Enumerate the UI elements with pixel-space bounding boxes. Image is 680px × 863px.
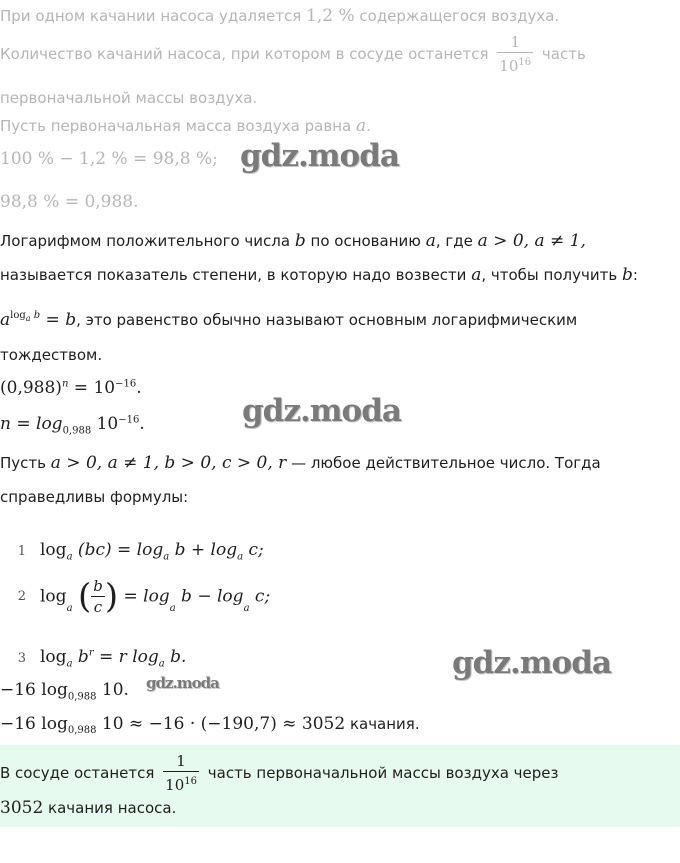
calc-text: качания. bbox=[349, 715, 420, 733]
solution-let bbox=[0, 116, 371, 136]
percent-calc-text: 100 % − 1,2 % = 98,8 %; bbox=[0, 149, 218, 169]
eq1-lhs: (0,988) bbox=[0, 378, 62, 398]
calc-part: 10. bbox=[96, 680, 129, 700]
formula-part: b + log bbox=[169, 540, 238, 560]
identity-text: тождеством. bbox=[0, 346, 103, 364]
def-text: называется показатель степени, в которую надо возвести bbox=[0, 266, 467, 284]
answer-box bbox=[0, 745, 680, 827]
answer-line-2 bbox=[0, 798, 176, 818]
decimal-calc bbox=[0, 192, 139, 212]
eq2-rhs: 10 bbox=[91, 414, 119, 434]
identity-text: , это равенство обычно называют основным логарифмическим bbox=[76, 311, 578, 329]
fraction-denominator bbox=[497, 53, 533, 76]
eq2-end: . bbox=[139, 414, 145, 434]
formula-sub: a bbox=[66, 658, 73, 670]
def-text: Логарифмом положительного числа bbox=[0, 232, 291, 250]
formula-part: log bbox=[40, 540, 67, 560]
calc-line-2 bbox=[0, 714, 420, 736]
formula-item bbox=[0, 576, 270, 617]
formula-part: (bc) = log bbox=[72, 540, 164, 560]
props-text: — любое действительное число. Тогда bbox=[291, 454, 601, 472]
calc-part: −16 log bbox=[0, 680, 68, 700]
calc-line-1 bbox=[0, 680, 129, 702]
identity-exp-sub: a bbox=[25, 314, 31, 324]
eq2-sub: 0,988 bbox=[62, 425, 92, 437]
fraction-numerator: 1 bbox=[497, 32, 533, 53]
eq1-rhs-exp: −16 bbox=[115, 378, 137, 390]
watermark-logo: gdz.moda bbox=[240, 138, 399, 174]
equation-1 bbox=[0, 378, 142, 398]
calc-part: −16 log bbox=[0, 714, 68, 734]
formula-part: log bbox=[40, 586, 67, 607]
properties-line-1 bbox=[0, 453, 601, 473]
condition-text: При одном качании насоса удаляется bbox=[0, 7, 302, 25]
condition-line-1 bbox=[0, 6, 559, 26]
fraction-denominator: c bbox=[93, 598, 103, 616]
calc-sub: 0,988 bbox=[67, 725, 97, 736]
condition-text: Количество качаний насоса, при котором в сосуде останется bbox=[0, 45, 489, 63]
eq2-exp: −16 bbox=[118, 414, 140, 426]
let-text: Пусть первоначальная масса воздуха равна bbox=[0, 117, 352, 135]
def-var: b bbox=[294, 231, 306, 251]
den-exp: 16 bbox=[184, 776, 197, 787]
fraction-numerator: 1 bbox=[163, 751, 199, 772]
percent-calc bbox=[0, 149, 218, 169]
formula-part: c; bbox=[249, 586, 271, 607]
equation-2 bbox=[0, 414, 145, 436]
eq1-rhs: = 10 bbox=[68, 378, 116, 398]
let-var: a bbox=[355, 116, 367, 136]
eq1-end: . bbox=[136, 378, 142, 398]
definition-line-1 bbox=[0, 231, 586, 251]
open-paren: ( bbox=[77, 576, 92, 617]
watermark-logo: gdz.moda bbox=[452, 645, 611, 681]
condition-text: содержащегося воздуха. bbox=[359, 7, 560, 25]
watermark-logo: gdz.moda bbox=[242, 393, 401, 429]
def-condition: a > 0, a ≠ 1, bbox=[477, 231, 586, 251]
formula-sub: a bbox=[163, 551, 170, 563]
answer-text: часть первоначальной массы воздуха через bbox=[207, 764, 559, 782]
props-text: Пусть bbox=[0, 454, 46, 472]
watermark-logo: gdz.moda bbox=[146, 674, 219, 692]
den-exp: 16 bbox=[518, 57, 532, 68]
props-condition: a > 0, a ≠ 1, b > 0, c > 0, r bbox=[50, 453, 287, 473]
formula-sub: a bbox=[158, 658, 165, 670]
def-text: по основанию bbox=[310, 232, 421, 250]
answer-value: 3052 bbox=[0, 798, 44, 818]
def-var: a bbox=[471, 265, 482, 285]
close-paren: ) bbox=[104, 576, 119, 617]
condition-text: первоначальной массы воздуха. bbox=[0, 89, 258, 107]
def-var: b bbox=[621, 265, 633, 285]
identity-rhs: = b bbox=[40, 310, 77, 330]
den-base: 10 bbox=[165, 776, 185, 794]
formula-part: = log bbox=[118, 586, 170, 607]
den-base: 10 bbox=[499, 57, 519, 75]
condition-text: часть bbox=[541, 45, 586, 63]
def-text: : bbox=[632, 266, 638, 284]
identity-exp: log bbox=[10, 310, 26, 322]
formula-number: 2 bbox=[17, 589, 26, 604]
answer-fraction bbox=[163, 751, 199, 795]
identity-line-2 bbox=[0, 346, 102, 364]
formula-sub: a bbox=[66, 551, 73, 563]
identity-exp-b: b bbox=[30, 310, 41, 322]
formula-part: b − log bbox=[175, 586, 244, 607]
identity-formula bbox=[0, 310, 76, 330]
props-text: справедливы формулы: bbox=[0, 488, 189, 506]
fraction-denominator bbox=[163, 772, 199, 795]
calc-sub: 0,988 bbox=[67, 691, 97, 703]
formula-number: 3 bbox=[17, 651, 26, 666]
answer-text: качания насоса. bbox=[48, 799, 177, 817]
formula-sub: a bbox=[169, 603, 176, 614]
formula-part: = r log bbox=[93, 647, 159, 667]
formula-part: b bbox=[72, 647, 89, 667]
formula-fraction bbox=[91, 576, 105, 617]
identity-base: a bbox=[0, 310, 11, 330]
def-text: , где bbox=[435, 232, 473, 250]
formula-sub: a bbox=[243, 603, 250, 614]
calc-part: 10 ≈ −16 · (−190,7) ≈ 3052 bbox=[96, 714, 346, 734]
condition-fraction bbox=[497, 32, 533, 76]
formula-part: c; bbox=[243, 540, 264, 560]
formula-item bbox=[0, 647, 186, 669]
condition-line-3 bbox=[0, 89, 257, 107]
formula-part: log bbox=[40, 647, 67, 667]
formula-sub: a bbox=[66, 603, 73, 614]
condition-line-2 bbox=[0, 32, 586, 76]
properties-line-2 bbox=[0, 488, 188, 506]
eq2-lhs: n = log bbox=[0, 414, 63, 434]
definition-line-2 bbox=[0, 265, 638, 285]
formula-sub: a bbox=[237, 551, 244, 563]
eq1-exp: n bbox=[61, 378, 69, 390]
identity-line bbox=[0, 310, 577, 330]
fraction-numerator: b bbox=[93, 577, 103, 595]
decimal-calc-text: 98,8 % = 0,988. bbox=[0, 192, 139, 212]
answer-line-1 bbox=[0, 751, 558, 795]
answer-text: В сосуде останется bbox=[0, 764, 155, 782]
def-text: , чтобы получить bbox=[481, 266, 618, 284]
formula-item bbox=[0, 540, 264, 562]
formula-part: b. bbox=[164, 647, 187, 667]
def-var: a bbox=[425, 231, 436, 251]
formula-number: 1 bbox=[17, 544, 26, 559]
condition-value: 1,2 % bbox=[306, 6, 355, 26]
formula-sup: r bbox=[88, 647, 94, 659]
let-end: . bbox=[366, 117, 371, 135]
